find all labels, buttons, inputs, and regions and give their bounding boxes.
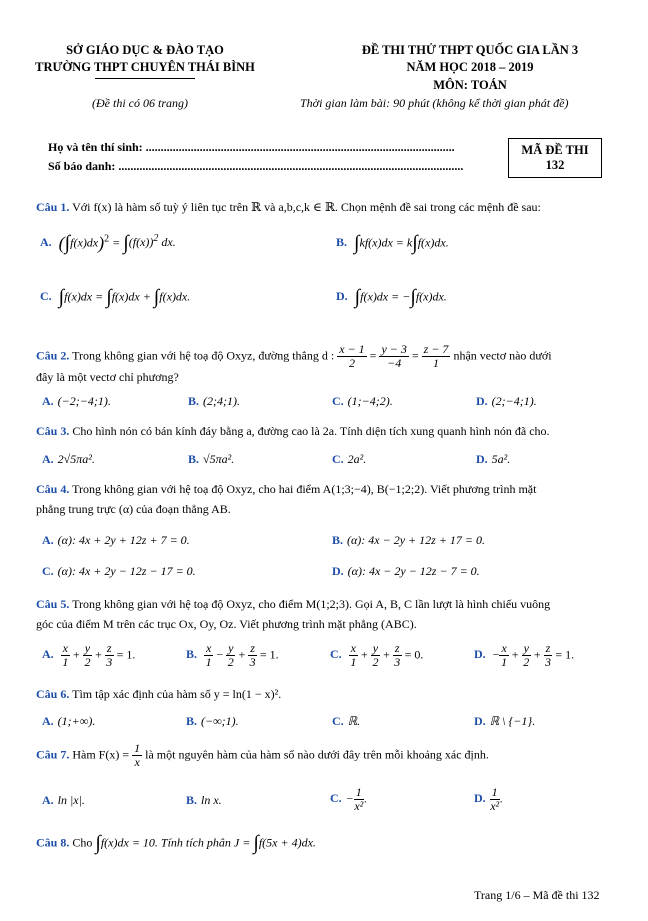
q1-option-b[interactable]: B. ∫kf(x)dx = k∫f(x)dx. (336, 232, 449, 254)
exam-code-title: MÃ ĐỀ THI (521, 143, 589, 157)
question-2-text-line2: đây là một vectơ chỉ phương? (36, 370, 179, 384)
q5-option-b[interactable]: B. $\frac{x}{1}$ − $\frac{y}{2}$ + $\frac{z}{3}$ = 1. (186, 641, 279, 669)
question-1-text: Với f(x) là hàm số tuỳ ý liên tục trên ℝ và a,b,c,k ∈ ℝ. Chọn mệnh đề sai trong các mệnh đề sau: (72, 200, 541, 214)
question-1-label: Câu 1. (36, 200, 70, 214)
school-name: TRƯỜNG THPT CHUYÊN THÁI BÌNH (35, 60, 255, 74)
student-name-field[interactable]: Họ và tên thí sinh: ....................................................................................................... (48, 140, 455, 154)
q3-option-a[interactable]: A. 2√5πa². (42, 452, 95, 466)
q4-option-c[interactable]: C. (α): 4x + 2y − 12z − 17 = 0. (42, 564, 196, 578)
question-3: Câu 3. Cho hình nón có bán kính đáy bằng a, đường cao là 2a. Tính diện tích xung quanh hình nón đã cho. (36, 424, 550, 438)
exam-duration: Thời gian làm bài: 90 phút (không kể thời gian phát đề) (300, 96, 569, 110)
question-2-label: Câu 2. (36, 348, 70, 363)
q2-option-a[interactable]: A. (−2;−4;1). (42, 394, 111, 408)
question-8: Câu 8. Cho ∫f(x)dx = 10. Tính tích phân J = ∫f(5x + 4)dx. (36, 832, 316, 854)
exam-code-box (508, 138, 602, 178)
question-1 (36, 200, 541, 215)
subject: MÔN: TOÁN (433, 78, 507, 92)
exam-title: ĐỀ THI THỬ THPT QUỐC GIA LẦN 3 (361, 43, 579, 57)
q5-option-c[interactable]: C. $\frac{x}{1}$ + $\frac{y}{2}$ + $\frac{z}{3}$ = 0. (330, 641, 424, 669)
q6-option-b[interactable]: B. (−∞;1). (186, 714, 239, 728)
question-4: Câu 4. Trong không gian với hệ toạ độ Oxyz, cho hai điểm A(1;3;−4), B(−1;2;2). Viết phương trình mặt (36, 482, 537, 496)
q2-option-d[interactable]: D. (2;−4;1). (476, 394, 537, 408)
q5-option-d[interactable]: D. − $\frac{x}{1}$ + $\frac{y}{2}$ + $\frac{z}{3}$ = 1. (474, 641, 575, 669)
question-2: Câu 2. Trong không gian với hệ toạ độ Oxyz, đường thẳng d : $\frac{x - 1}{2}$ = $\frac{y - 3}{-4}$ = $\frac{z - 7}{1}$ nhận vectơ nào dưới (36, 342, 552, 370)
q4-option-d[interactable]: D. (α): 4x − 2y − 12z − 7 = 0. (332, 564, 480, 578)
question-4-text-line2: phẳng trung trực (α) của đoạn thẳng AB. (36, 502, 231, 516)
header-divider (95, 78, 195, 79)
student-id-field[interactable]: Số báo danh: ................................................................................................................... (48, 159, 464, 173)
q3-option-d[interactable]: D. 5a². (476, 452, 511, 466)
q6-option-c[interactable]: C. ℝ. (332, 714, 361, 728)
school-year: NĂM HỌC 2018 – 2019 (406, 60, 534, 74)
question-7: Câu 7. Hàm F(x) = $\frac{1}{x}$ là một nguyên hàm của hàm số nào dưới đây trên mỗi khoảng xác định. (36, 741, 489, 769)
q6-option-a[interactable]: A. (1;+∞). (42, 714, 96, 728)
q2-option-b[interactable]: B. (2;4;1). (188, 394, 240, 408)
q7-option-c[interactable]: C. − $\frac{1}{\text{x²}}$ . (330, 785, 367, 813)
q2-option-c[interactable]: C. (1;−4;2). (332, 394, 393, 408)
question-5-text-line2: góc của điểm M trên các trục Ox, Oy, Oz. Viết phương trình mặt phẳng (ABC). (36, 617, 417, 631)
q7-option-d[interactable]: D. $\frac{1}{\text{x²}}$ . (474, 785, 503, 813)
q5-option-a[interactable]: A. $\frac{x}{1}$ + $\frac{y}{2}$ + $\frac{z}{3}$ = 1. (42, 641, 136, 669)
q6-option-d[interactable]: D. ℝ \ {−1}. (474, 714, 536, 728)
q7-option-b[interactable]: B. ln x. (186, 793, 222, 807)
question-5: Câu 5. Trong không gian với hệ toạ độ Oxyz, cho điểm M(1;2;3). Gọi A, B, C lần lượt là hình chiếu vuông (36, 597, 551, 611)
page-count-note: (Đề thi có 06 trang) (92, 96, 188, 110)
q3-option-c[interactable]: C. 2a². (332, 452, 367, 466)
page-footer: Trang 1/6 – Mã đề thi 132 (474, 888, 600, 902)
q4-option-b[interactable]: B. (α): 4x − 2y + 12z + 17 = 0. (332, 533, 486, 547)
q1-option-c[interactable]: C. ∫f(x)dx = ∫f(x)dx + ∫f(x)dx. (40, 286, 191, 308)
q1-option-d[interactable]: D. ∫f(x)dx = −∫f(x)dx. (336, 286, 447, 308)
q7-option-a[interactable]: A. ln |x|. (42, 793, 85, 807)
school-department: SỞ GIÁO DỤC & ĐÀO TẠO (66, 43, 224, 57)
q4-option-a[interactable]: A. (α): 4x + 2y + 12z + 7 = 0. (42, 533, 190, 547)
exam-code-value: 132 (545, 158, 565, 172)
q1-option-a[interactable]: A. $(\int f(x)dx)^2 = \int(f(x))^2$ dx. (40, 232, 176, 254)
question-6: Câu 6. Tìm tập xác định của hàm số y = ln(1 − x)². (36, 687, 282, 701)
q3-option-b[interactable]: B. √5πa². (188, 452, 235, 466)
